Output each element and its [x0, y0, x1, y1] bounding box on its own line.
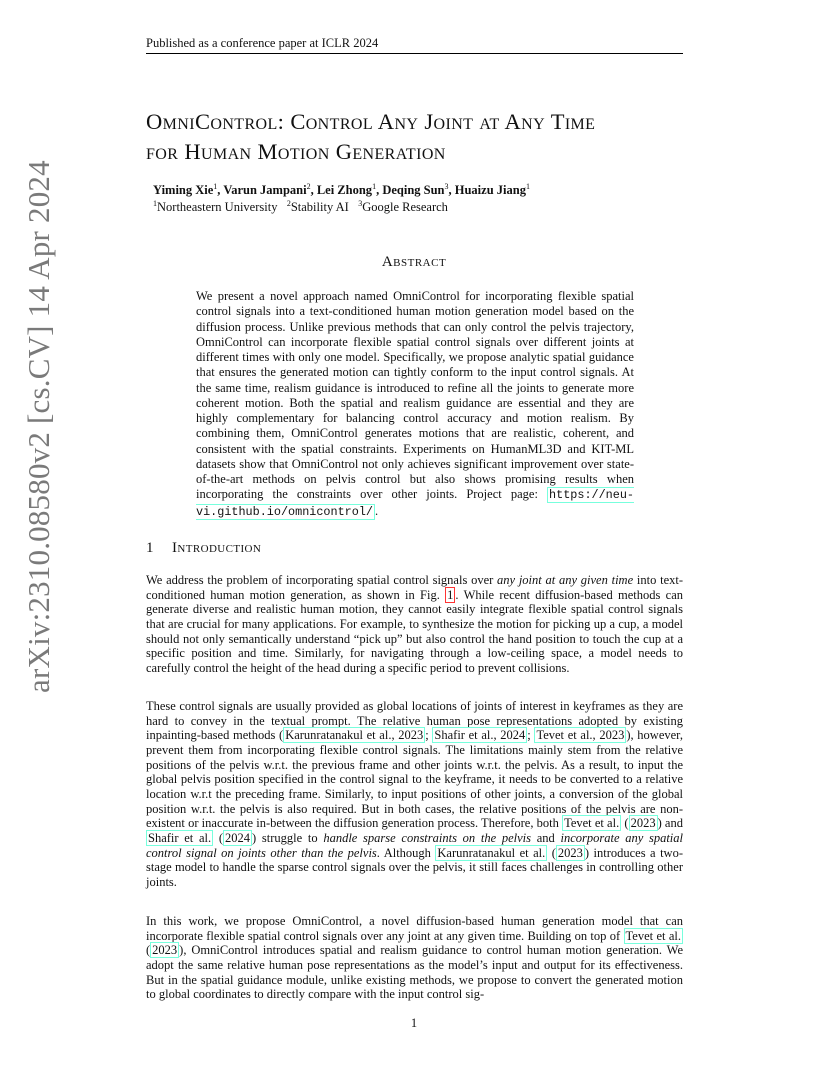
section-number: 1 — [146, 540, 154, 556]
figure-reference-link[interactable]: 1 — [447, 587, 454, 602]
intro-paragraph-3: In this work, we propose OmniControl, a novel diffusion-based human generation model that can incorporate flexible spatial control signals over any joint at any given time. Building on top of Tevet et al. ( 2023 ), OmniControl introduces spatial and realism guidance to control human motion generation. We adopt the same relative human pose representations as the model’s input and output for its effectiveness. But in the spatial guidance module, unlike existing methods, we propose to convert the generated motion to global coordinates to directly compare with the input control sig- — [146, 914, 683, 1002]
citation-year-link[interactable]: 2023 — [152, 943, 178, 958]
text-run: ; — [527, 728, 535, 743]
text-run: introduces a two-stage model to handle the sparse control signals over the pelvis, it still faces challenges in controlling other joints. — [146, 845, 683, 889]
paper-title — [146, 107, 706, 167]
text-run: ), however, prevent them from incorporating flexible control signals. The limitations mainly stem from the relative positions of the pelvis w.r.t. the previous frame and other joints w.r.t. the pelvis. As a result, to input the global pelvis position specified in the control signal to the keyframe, it needs to be converted to a relative location w.r.t the preceding frame. Similarly, to input positions of other joints, a conversion of the global position w.r.t. the pelvis is also required. But in both cases, the relative positions of the pelvis are non-existent or inaccurate in-between the diffusion generation process. Therefore, both — [146, 728, 683, 831]
text-run: . Although — [376, 845, 436, 860]
abstract-body: We present a novel approach named OmniControl for incorporating flexible spatial control signals into a text-conditioned human motion generation model based on the diffusion process. Unlike previous methods that can only control the pelvis trajectory, OmniControl can incorporate flexible spatial control signals over different joints at different times with only one model. Specifically, we propose analytic spatial guidance that ensures the generated motion can tightly conform to the input control signals. At the same time, realism guidance is introduced to refine all the joints to generate more coherent motion. Both the spatial and realism guidance are essential and they are highly complementary for balancing control accuracy and motion realism. By combining them, OmniControl generates motions that are realistic, coherent, and consistent with the spatial constraints. Experiments on HumanML3D and KIT-ML datasets show that OmniControl not only achieves significant improvement over state-of-the-art methods on pelvis control but also shows promising results when incorporating the constraints over other joints. Project page: https://neu-vi.github.io/omnicontrol/ . — [196, 289, 634, 519]
citation-link[interactable]: Tevet et al. — [564, 816, 620, 831]
project-page-link[interactable]: https://neu-vi.github.io/omnicontrol/ — [196, 488, 634, 519]
text-run: These control signals are usually provided as global locations of joints of interest in keyframes as they are hard to convey in the textual prompt. The relative human pose representations adopted by existing inpainting-based methods ( — [146, 699, 683, 743]
section-heading — [146, 540, 261, 557]
citation-year-link[interactable]: 2023 — [630, 816, 656, 831]
affiliation-number: 2 — [286, 199, 291, 208]
citation-link[interactable]: Shafir et al. — [148, 830, 212, 845]
arxiv-stamp: arXiv:2310.08580v2 [cs.CV] 14 Apr 2024 — [21, 160, 56, 693]
citation-link[interactable]: Karunratanakul et al., 2023 — [285, 728, 424, 743]
affiliation-name: Google Research — [362, 200, 448, 214]
author-affiliation-mark: 1 — [213, 182, 218, 191]
affiliation-number: 1 — [153, 199, 157, 208]
emphasis-text: any joint at any given time — [497, 573, 634, 587]
affiliation-number: 3 — [358, 199, 363, 208]
author-list: Yiming Xie$^1$, Varun Jampani$^2$, Lei Zhong$^1$, Deqing Sun$^3$, Huaizu Jiang$^1$ — [153, 182, 530, 197]
citation-link[interactable]: Tevet et al. — [625, 928, 682, 943]
text-run: ; — [425, 728, 433, 743]
title-line-1: OmniControl: Control Any Joint at Any Time — [146, 109, 596, 134]
citation-link[interactable]: Tevet et al., 2023 — [536, 728, 625, 743]
author-name: Yiming Xie — [153, 183, 214, 197]
emphasis-text: incorporate any spatial control signal on joints other than the pelvis — [146, 830, 683, 860]
intro-paragraph-2: These control signals are usually provided as global locations of joints of interest in keyframes as they are hard to convey in the textual prompt. The relative human pose representations adopted by existing inpainting-based methods ( Karunratanakul et al., 2023 ; Shafir et al., 2024 ; Tevet et al., 2023 ), however, prevent them from incorporating flexible control signals. The limitations mainly stem from the relative positions of the pelvis w.r.t. the previous frame and other joints w.r.t. the pelvis. As a result, to input the global pelvis position specified in the control signal to the keyframe, it needs to be converted to a relative location w.r.t the preceding frame. Similarly, to input positions of other joints, a conversion of the global position w.r.t. the pelvis is also required. But in both cases, the relative positions of the pelvis are non-existent or inaccurate in-between the diffusion generation process. Therefore, both Tevet et al. ( 2023 ) and Shafir et al. ( 2024 ) struggle to handle sparse constraints on the pelvis and incorporate any spatial control signal on joints other than the pelvis. Although Karunratanakul et al. ( 2023 ) introduces a two-stage model to handle the sparse control signals over the pelvis, it still faces challenges in controlling other joints. — [146, 699, 683, 889]
abstract-text: We present a novel approach named OmniControl for incorporating flexible spatial control signals into a text-conditioned human motion generation model based on the diffusion process. Unlike previous methods that can only control the pelvis trajectory, OmniControl can incorporate flexible spatial control signals over different joints at different times with only one model. Specifically, we propose analytic spatial guidance that ensures the generated motion can tightly conform to the input control signals. At the same time, realism guidance is introduced to refine all the joints to generate more coherent motion. Both the spatial and realism guidance are essential and they are highly complementary for balancing control accuracy and motion realism. By combining them, OmniControl generates motions that are realistic, coherent, and consistent with the spatial constraints. Experiments on HumanML3D and KIT-ML datasets show that OmniControl not only achieves significant improvement over state-of-the-art methods on pelvis control but also shows promising results when incorporating the constraints over other joints. Project page: — [196, 289, 634, 502]
affiliation-list — [153, 199, 448, 215]
citation-link[interactable]: Karunratanakul et al. — [437, 845, 546, 860]
intro-paragraph-1 — [146, 573, 683, 676]
page-number: 1 — [410, 1016, 418, 1030]
header-rule — [146, 53, 683, 54]
title-line-2: for Human Motion Generation — [146, 139, 446, 164]
author-affiliation-mark: 1 — [372, 182, 377, 191]
citation-year-link[interactable]: 2024 — [225, 830, 251, 845]
text-run: struggle to — [256, 830, 324, 845]
emphasis-text: handle sparse constraints on the pelvis — [323, 830, 531, 845]
citation-link[interactable]: Shafir et al., 2024 — [434, 728, 526, 743]
text-run: In this work, we propose OmniControl, a novel diffusion-based human generation model that can incorporate flexible spatial control signals over any joint at any given time. Building on top of — [146, 914, 683, 943]
text-run: We address the problem of incorporating spatial control signals over — [146, 573, 498, 587]
text-run: , OmniControl introduces spatial and realism guidance to control human motion generation. We adopt the same relative human pose representations as the model’s input and output for its effectiveness. But in the spatial guidance module, unlike existing methods, we propose to convert the generated motion to global coordinates to directly compare with the input control sig- — [146, 943, 683, 1002]
author-affiliation-mark: 1 — [525, 182, 530, 191]
citation-year-link[interactable]: 2023 — [557, 845, 583, 860]
affiliation-name: Northeastern University — [157, 200, 278, 214]
author-affiliation-mark: 2 — [306, 182, 311, 191]
author-affiliation-mark: 3 — [444, 182, 449, 191]
text-run: into text-conditioned human motion generation, as shown in Fig. — [146, 573, 684, 602]
author-name: Varun Jampani — [223, 183, 307, 197]
text-run: and — [661, 816, 683, 831]
text-run: . While recent diffusion-based methods can generate diverse and realistic human motion, they cannot easily integrate flexible spatial control signals that are crucial for many applications. For example, to synthesize the motion for picking up a cup, a model should not only semantically understand “pick up” but also control the hand position to touch the cup at a specific position and time. Similarly, for navigating through a low-ceiling space, a model needs to carefully control the height of the head during a specific period to prevent collisions. — [146, 587, 683, 675]
affiliation-name: Stability AI — [290, 200, 349, 214]
running-head: Published as a conference paper at ICLR 2024 — [146, 36, 379, 50]
text-run: and — [531, 830, 561, 845]
author-name: Lei Zhong — [316, 183, 373, 197]
abstract-heading: Abstract — [381, 254, 447, 270]
section-title: Introduction — [172, 540, 262, 556]
author-name: Deqing Sun — [382, 183, 445, 197]
author-name: Huaizu Jiang — [454, 183, 526, 197]
